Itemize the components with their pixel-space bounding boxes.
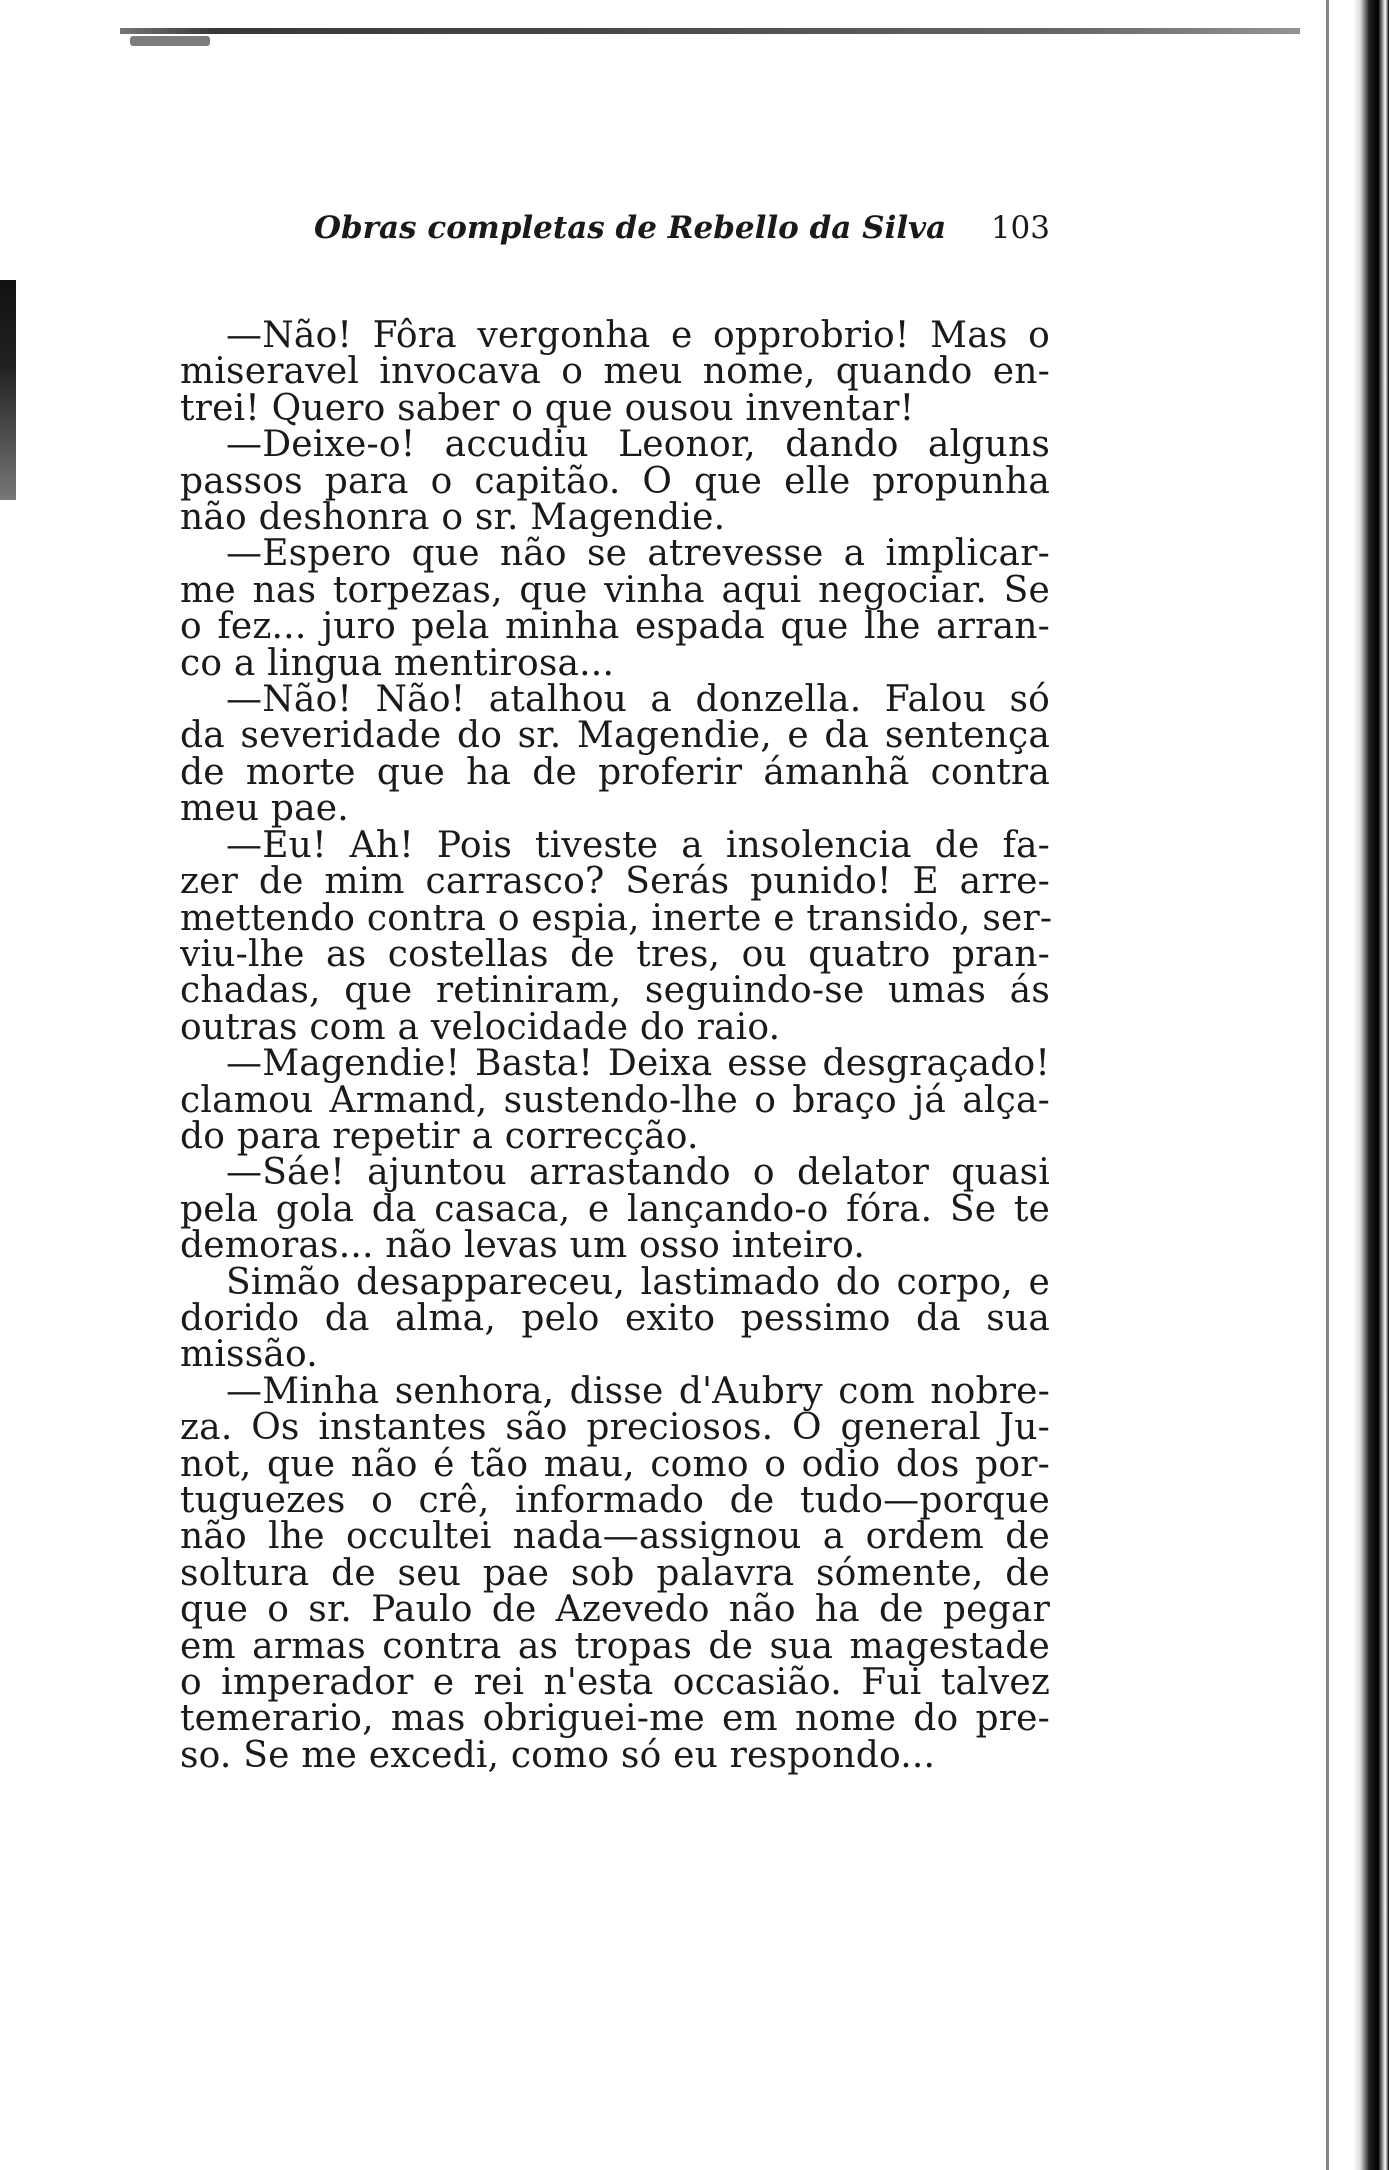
text-line: do para repetir a correcção. [180, 1115, 699, 1157]
text-line: za. Os instantes são preciosos. O general Ju- [180, 1407, 1050, 1449]
page-header [314, 210, 1050, 246]
scan-ink-blot [130, 36, 210, 46]
text-line: demoras... não levas um osso inteiro. [180, 1225, 865, 1267]
running-title: Obras completas de Rebello da Silva [314, 210, 947, 246]
text-line: meu pae. [180, 788, 349, 830]
text-line: missão. [180, 1334, 318, 1376]
text-line: temerario, mas obriguei-me em nome do pre- [180, 1698, 1050, 1740]
text-line: not, que não é tão mau, como o odio dos por- [180, 1443, 1050, 1485]
text-line: tuguezes o crê, informado de tudo—porque [180, 1480, 1050, 1521]
text-line: clamou Armand, sustendo-lhe o braço já alça- [180, 1079, 1050, 1121]
page-number: 103 [990, 210, 1050, 246]
text-line: —Magendie! Basta! Deixa esse desgraçado! [226, 1043, 1050, 1085]
text-line: —Eu! Ah! Pois tiveste a insolencia de fa- [226, 824, 1050, 866]
text-line: o imperador e rei n'esta occasião. Fui talvez [180, 1662, 1050, 1704]
text-line: —Deixe-o! accudiu Leonor, dando alguns [226, 424, 1050, 466]
text-line: miseravel invocava o meu nome, quando en- [180, 351, 1050, 393]
text-line: da severidade do sr. Magendie, e da sentença [180, 715, 1050, 757]
text-line: não deshonra o sr. Magendie. [180, 497, 726, 539]
scan-top-edge-mark [120, 28, 1300, 34]
text-line: zer de mim carrasco? Serás punido! E arre- [180, 861, 1050, 903]
text-line: em armas contra as tropas de sua magestade [180, 1625, 1050, 1667]
text-line: não lhe occultei nada—assignou a ordem de [180, 1516, 1050, 1558]
text-line: mettendo contra o espia, inerte e transido, ser- [180, 897, 1053, 939]
text-line: pela gola da casaca, e lançando-o fóra. Se te [180, 1188, 1050, 1230]
text-line: —Espero que não se atrevesse a implicar- [226, 533, 1050, 575]
text-line: —Não! Não! atalhou a donzella. Falou só [226, 679, 1050, 721]
text-line: viu-lhe as costellas de tres, ou quatro pran- [180, 933, 1050, 975]
text-line: —Não! Fôra vergonha e opprobrio! Mas o [226, 315, 1050, 356]
text-line: o fez... juro pela minha espada que lhe arran- [180, 606, 1050, 648]
text-line: —Minha senhora, disse d'Aubry com nobre- [226, 1370, 1050, 1412]
text-line: soltura de seu pae sob palavra sómente, de [180, 1552, 1050, 1594]
text-line: dorido da alma, pelo exito pessimo da sua [180, 1297, 1050, 1339]
text-line: de morte que ha de proferir ámanhã contra [180, 751, 1050, 793]
text-line: chadas, que retiniram, seguindo-se umas ás [180, 970, 1050, 1012]
body-text [180, 315, 1053, 1776]
text-line: co a lingua mentirosa... [180, 642, 615, 684]
book-page [180, 210, 1053, 1776]
text-line: —Sáe! ajuntou arrastando o delator quasi [226, 1152, 1050, 1194]
text-line: trei! Quero saber o que ousou inventar! [180, 387, 915, 429]
text-line: so. Se me excedi, como só eu respondo... [180, 1734, 936, 1776]
text-line: outras com a velocidade do raio. [180, 1006, 781, 1048]
text-line: que o sr. Paulo de Azevedo não ha de pegar [180, 1589, 1050, 1631]
scan-left-edge-mark [0, 280, 16, 500]
text-line: Simão desappareceu, lastimado do corpo, e [226, 1261, 1050, 1303]
scan-binding-edge [1353, 0, 1389, 2170]
scan-right-shadow-line [1326, 0, 1329, 2170]
text-line: me nas torpezas, que vinha aqui negociar. Se [180, 569, 1050, 611]
text-line: passos para o capitão. O que elle propunha [180, 460, 1050, 502]
